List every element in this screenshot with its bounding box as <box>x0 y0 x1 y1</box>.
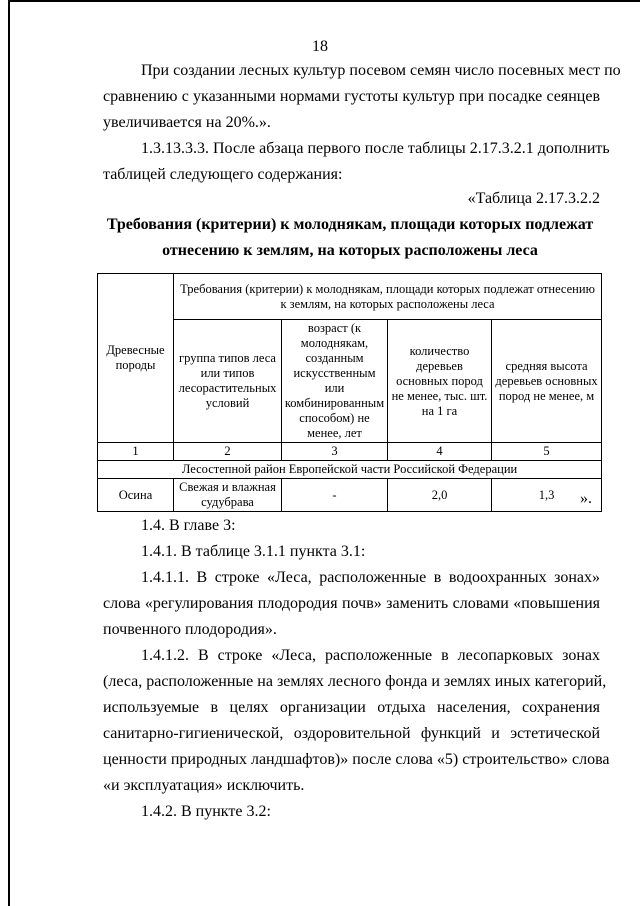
cell-height: 1,3 <box>492 479 602 512</box>
header-group: Требования (критерии) к молоднякам, площади которых подлежат отнесению к землям, на которых расположены леса <box>174 274 602 320</box>
table-label: «Таблица 2.17.3.2.2 <box>467 190 600 207</box>
cell-age: - <box>282 479 388 512</box>
cell-species: Осина <box>98 479 174 512</box>
section-line: 1.4.1. В таблице 3.1.1 пункта 3.1: <box>141 543 366 560</box>
page-border-top <box>8 0 640 2</box>
column-number: 3 <box>282 443 388 461</box>
paragraph-line: ценности природных ландшафтов)» после слова «5) строительство» слова <box>103 751 610 768</box>
header-age: возраст (к молоднякам, созданным искусственным или комбинированным способом) не менее, лет <box>282 320 388 443</box>
header-forest-type: группа типов леса или типов лесорастительных условий <box>174 320 282 443</box>
column-number: 2 <box>174 443 282 461</box>
column-number: 5 <box>492 443 602 461</box>
section-line: 1.4. В главе 3: <box>141 517 236 534</box>
header-species: Древесные породы <box>98 274 174 443</box>
table-heading-line: отнесению к землям, на которых расположены леса <box>162 242 538 259</box>
section-line: 1.4.2. В пункте 3.2: <box>141 803 271 820</box>
paragraph-line: используемые в целях организации отдыха населения, сохранения <box>103 699 600 716</box>
table-closing-quote: ». <box>580 490 592 507</box>
paragraph-line: (леса, расположенные на землях лесного фонда и землях иных категорий, <box>103 673 607 690</box>
region-row: Лесостепной район Европейской части Российской Федерации <box>98 461 602 479</box>
paragraph-line: почвенного плодородия». <box>103 621 277 638</box>
cell-quantity: 2,0 <box>388 479 492 512</box>
header-height: средняя высота деревьев основных пород не менее, м <box>492 320 602 443</box>
cell-forest-type: Свежая и влажная судубрава <box>174 479 282 512</box>
paragraph-line: санитарно-гигиенической, оздоровительной функций и эстетической <box>103 725 600 742</box>
paragraph-line: увеличивается на 20%.». <box>103 114 271 131</box>
paragraph-line: 1.4.1.2. В строке «Леса, расположенные в лесопарковых зонах <box>141 647 600 664</box>
paragraph-line: слова «регулирования плодородия почв» заменить словами «повышения <box>103 595 600 612</box>
criteria-table <box>97 273 602 512</box>
paragraph-line: «и эксплуатация» исключить. <box>103 777 305 794</box>
column-number: 4 <box>388 443 492 461</box>
page-border-left <box>8 0 10 906</box>
table-heading-line: Требования (критерии) к молоднякам, площади которых подлежат <box>106 216 594 233</box>
page-number: 18 <box>312 38 328 55</box>
column-number: 1 <box>98 443 174 461</box>
paragraph-line: 1.4.1.1. В строке «Леса, расположенные в водоохранных зонах» <box>141 569 600 586</box>
header-quantity: количество деревьев основных пород не менее, тыс. шт. на 1 га <box>388 320 492 443</box>
paragraph-line: 1.3.13.3.3. После абзаца первого после таблицы 2.17.3.2.1 дополнить <box>141 140 610 157</box>
paragraph-line: таблицей следующего содержания: <box>103 166 343 183</box>
paragraph-line: сравнению с указанными нормами густоты культур при посадке сеянцев <box>103 88 600 105</box>
paragraph-line: При создании лесных культур посевом семян число посевных мест по <box>141 62 621 79</box>
